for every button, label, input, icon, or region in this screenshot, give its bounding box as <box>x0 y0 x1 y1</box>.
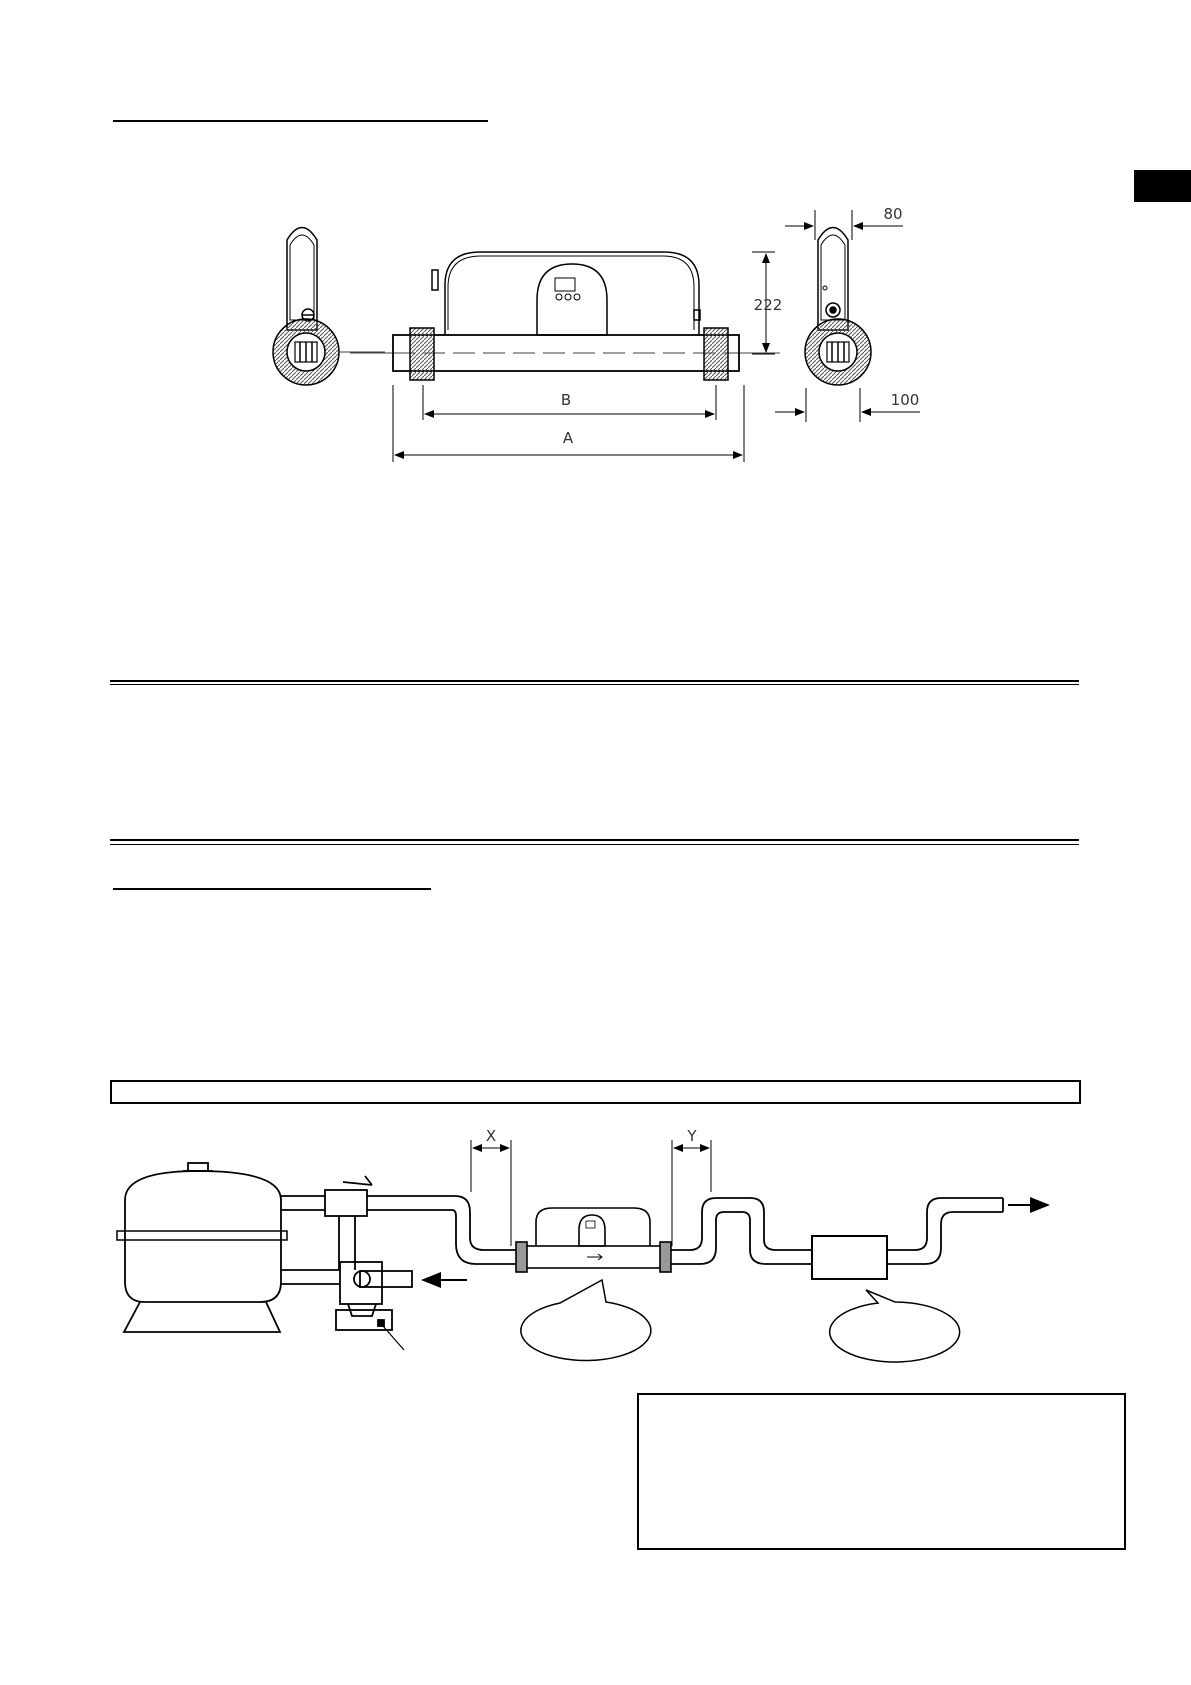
clearance-dimensions <box>471 1140 711 1246</box>
dimension-label-height: 222 <box>753 296 783 314</box>
clearance-label-x: X <box>485 1127 497 1145</box>
pump <box>336 1262 412 1330</box>
dimension-drawing <box>0 0 1191 520</box>
section-heading-underline-installation <box>113 888 431 890</box>
water-treatment-unit <box>812 1236 887 1279</box>
dimension-label-b: B <box>560 391 572 409</box>
section-divider-top-a <box>110 680 1079 682</box>
dimension-label-a: A <box>562 429 574 447</box>
dimension-label-80: 80 <box>883 205 903 223</box>
section-divider-top-b <box>110 684 1079 685</box>
front-view-heater <box>350 252 780 380</box>
diagram-caption-box <box>110 1080 1081 1104</box>
right-end-view <box>805 228 871 386</box>
notes-box <box>637 1393 1126 1550</box>
left-end-view <box>273 228 385 386</box>
section-divider-bottom-b <box>110 844 1079 845</box>
pipework <box>281 1176 1003 1284</box>
section-divider-bottom-a <box>110 839 1079 841</box>
dimension-label-100: 100 <box>890 391 920 409</box>
clearance-label-y: Y <box>687 1127 697 1145</box>
sand-filter <box>117 1163 287 1332</box>
heater-diagram <box>516 1208 671 1272</box>
callout-bubbles <box>521 1280 960 1362</box>
